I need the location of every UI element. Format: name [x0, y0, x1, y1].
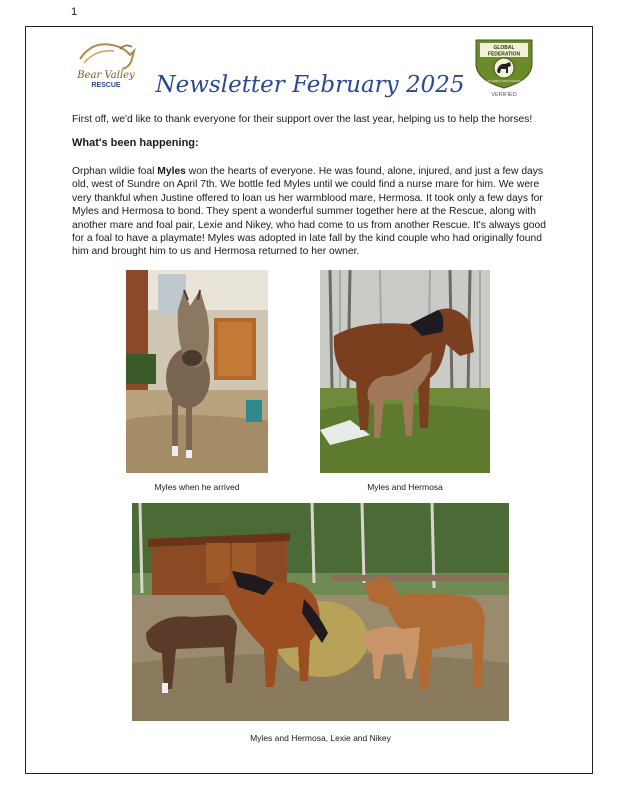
badge-text-mid: FEDERATION — [487, 51, 521, 58]
photo-myles-hermosa — [320, 270, 490, 473]
photo-four-horses — [132, 503, 509, 721]
story-text-post: won the hearts of everyone. He was found, alone, injured, and just a few days old, west of Sundre on April 7th. We bottle fed Myles until we could find a nurse mare for him. We were very thankful when Justine offered to loan us her warmblood mare, Hermosa. It took only a few days for Myles and Hermosa to bond. They spent a wonderful summer together here at the Rescue, along with another mare and foal pair, Lexie and Nikey, who had come to us from another Rescue. It's always good for a foal to have a playmate! Myles was adopted in late fall by the kind couple who had originally found him and brought him to us and Hermosa returned to her owner. — [72, 166, 546, 258]
logo-text-line1: Bear Valley — [77, 70, 135, 81]
caption-photo-2: Myles and Hermosa — [367, 482, 443, 492]
story-paragraph — [72, 165, 548, 259]
caption-photo-3: Myles and Hermosa, Lexie and Nikey — [250, 733, 391, 743]
badge-text-ring: OF ANIMAL SANCTUARIES — [487, 80, 521, 83]
newsletter-title: Newsletter February 2025 — [155, 72, 465, 98]
page-number: 1 — [71, 6, 78, 18]
logo-text-line2: RESCUE — [91, 82, 121, 89]
intro-paragraph: First off, we'd like to thank everyone for their support over the last year, helping us to help the horses! — [72, 114, 533, 125]
section-heading: What's been happening: — [72, 137, 199, 149]
story-text-pre: Orphan wildie foal — [72, 166, 158, 177]
foal-name: Myles — [157, 166, 186, 177]
gfas-verified-badge — [472, 36, 536, 98]
badge-text-verified: VERIFIED — [491, 92, 517, 98]
photo-myles-arrived — [126, 270, 268, 473]
badge-text-top: GLOBAL — [493, 45, 515, 51]
caption-photo-1: Myles when he arrived — [154, 482, 240, 492]
bear-valley-rescue-logo — [72, 37, 140, 91]
